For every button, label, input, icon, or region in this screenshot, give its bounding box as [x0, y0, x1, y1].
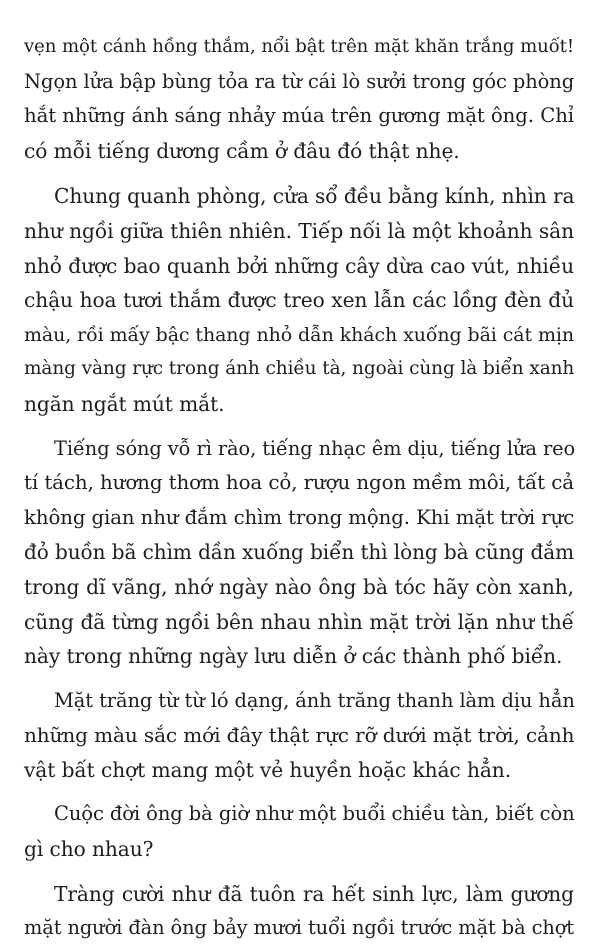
text-line: hắt những ánh sáng nhảy múa trên gương mặt ông. Chỉ: [24, 104, 574, 128]
text-line: có mỗi tiếng dương cầm ở đâu đó thật nhẹ.: [24, 138, 460, 163]
text-line: vẹn một cánh hồng thắm, nổi bật trên mặt khăn trắng muốt!: [24, 36, 574, 57]
paragraph: [24, 877, 574, 946]
paragraph: [24, 684, 574, 788]
text-line: trong dĩ vãng, nhớ ngày nào ông bà tóc hãy còn xanh,: [24, 574, 574, 599]
text-line: đỏ buồn bã chìm dần xuống biển thì lòng bà cũng đắm: [24, 540, 574, 565]
text-line: ngăn ngắt mút mắt.: [24, 391, 225, 416]
text-line: những màu sắc mới đây thật rực rỡ dưới mặt trời, cảnh: [24, 723, 575, 748]
text-line: màu, rồi mấy bậc thang nhỏ dẫn khách xuống bãi cát mịn: [24, 323, 574, 346]
text-line: Cuộc đời ông bà giờ như một buổi chiều tàn, biết còn: [54, 802, 575, 826]
text-line: Tràng cười như đã tuôn ra hết sinh lực, làm gương: [54, 881, 574, 906]
text-line: mặt người đàn ông bảy mươi tuổi ngồi trước mặt bà chợt: [24, 916, 574, 940]
paragraph: [24, 179, 574, 421]
text-line: Tiếng sóng vỗ rì rào, tiếng nhạc êm dịu, tiếng lửa reo: [54, 436, 576, 460]
text-line: chậu hoa tươi thắm được treo xen lẫn các lồng đèn đủ: [24, 288, 574, 313]
text-line: gì cho nhau?: [24, 837, 154, 862]
paragraph: [24, 30, 574, 168]
text-line: vật bất chợt mang một vẻ huyền hoặc khác hẳn.: [24, 757, 512, 782]
text-line: này trong những ngày lưu diễn ở các thành phố biển.: [24, 644, 563, 669]
text-line: Chung quanh phòng, cửa sổ đều bằng kính, nhìn ra: [54, 184, 575, 209]
text-line: không gian như đắm chìm trong mộng. Khi mặt trời rực: [24, 505, 575, 529]
text-line: màng vàng rực trong ánh chiều tà, ngoài cùng là biển xanh: [24, 358, 575, 380]
text-line: tí tách, hương thơm hoa cỏ, rượu ngon mềm môi, tất cả: [24, 471, 574, 495]
text-line: cũng đã từng ngồi bên nhau nhìn mặt trời lặn như thế: [24, 609, 574, 634]
text-line: như ngồi giữa thiên nhiên. Tiếp nối là một khoảnh sân: [24, 218, 574, 243]
text-line: nhỏ được bao quanh bởi những cây dừa cao vút, nhiều: [24, 253, 574, 278]
paragraph: [24, 432, 574, 674]
text-line: Ngọn lửa bập bùng tỏa ra từ cái lò sưởi trong góc phòng: [24, 69, 575, 93]
text-line: Mặt trăng từ từ ló dạng, ánh trăng thanh làm dịu hẳn: [54, 688, 575, 712]
paragraph: [24, 797, 574, 866]
